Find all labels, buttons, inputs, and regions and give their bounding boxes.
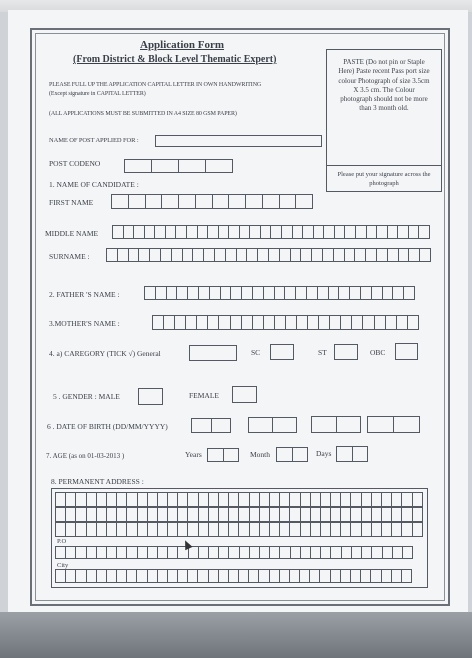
- age-label: 7. AGE (as on 01-03-2013 ): [46, 452, 125, 460]
- instruction-signature: (Except signature in CAPITAL LETTER): [49, 91, 146, 97]
- age-month-field[interactable]: [276, 447, 308, 462]
- category-label: 4. a) CAREGORY (TICK √) General: [49, 349, 161, 358]
- surname-label: SURNAME :: [49, 252, 90, 261]
- address-line-2[interactable]: [55, 507, 423, 522]
- age-month-label: Month: [250, 450, 271, 459]
- post-code-field[interactable]: [124, 159, 233, 173]
- gender-female-checkbox[interactable]: [232, 386, 257, 403]
- surname-field[interactable]: [106, 248, 431, 262]
- instruction-capital-letters: PLEASE FULL UP THE APPLICATION CAPITAL LETTER IN OWN HANDWRITING: [49, 82, 262, 88]
- gender-female-label: FEMALE: [189, 391, 219, 400]
- address-label: 8. PERMANENT ADDRESS :: [51, 477, 144, 486]
- age-years-label: Years: [185, 450, 202, 459]
- post-applied-label: NAME OF POST APPLIED FOR :: [49, 137, 139, 144]
- first-name-label: FIRST NAME: [49, 198, 94, 207]
- middle-name-field[interactable]: [112, 225, 430, 239]
- form-title: Application Form: [140, 39, 225, 51]
- address-po-field[interactable]: [55, 546, 413, 559]
- mother-name-label: 3.MOTHER'S NAME :: [49, 319, 120, 328]
- father-name-field[interactable]: [144, 286, 415, 300]
- photo-signature-note: Please put your signature across the photograph: [337, 171, 431, 187]
- dob-label: 6 . DATE OF BIRTH (DD/MM/YYYY): [47, 422, 168, 431]
- address-line-3[interactable]: [55, 522, 423, 537]
- mother-name-field[interactable]: [152, 315, 419, 330]
- first-name-field[interactable]: [111, 194, 313, 209]
- photo-divider: [327, 165, 441, 166]
- category-sc-label: SC: [251, 348, 261, 357]
- address-line-1[interactable]: [55, 492, 423, 507]
- dob-month-field[interactable]: [248, 417, 297, 433]
- middle-name-label: MIDDLE NAME: [45, 229, 99, 238]
- category-st-label: ST: [318, 348, 327, 357]
- candidate-name-label: 1. NAME OF CANDIDATE :: [49, 180, 139, 189]
- address-city-field[interactable]: [55, 569, 412, 583]
- address-city-label: City: [57, 562, 69, 569]
- age-days-label: Days: [316, 449, 332, 458]
- father-name-label: 2. FATHER 'S NAME :: [49, 290, 120, 299]
- dob-year-2-field[interactable]: [367, 416, 420, 433]
- photo-box: [326, 49, 442, 192]
- photo-instructions: PASTE (Do not pin or Staple Here) Paste recent Pass port size colour Photograph of size 3.5cm X 3.5 cm. The Colour photograph should not be more than 3 month old.: [338, 58, 430, 113]
- post-code-label: POST CODENO: [49, 159, 101, 168]
- form-subtitle: (From District & Block Level Thematic Expert): [73, 54, 277, 65]
- post-applied-field[interactable]: [155, 135, 322, 147]
- category-st-checkbox[interactable]: [334, 344, 358, 360]
- gender-male-checkbox[interactable]: [138, 388, 163, 405]
- category-sc-checkbox[interactable]: [270, 344, 294, 360]
- dob-year-1-field[interactable]: [311, 416, 361, 433]
- instruction-a4-paper: (ALL APPLICATIONS MUST BE SUBMITTED IN A4 SIZE 80 GSM PAPER): [49, 111, 237, 117]
- gender-label: 5 . GENDER : MALE: [53, 392, 120, 401]
- category-obc-checkbox[interactable]: [395, 343, 418, 360]
- category-obc-label: OBC: [370, 348, 386, 357]
- age-days-field[interactable]: [336, 446, 368, 462]
- address-po-label: P.O: [57, 538, 67, 545]
- dob-day-field[interactable]: [191, 418, 231, 433]
- age-years-field[interactable]: [207, 448, 239, 462]
- screen-bottom-bezel: [0, 612, 472, 658]
- category-general-checkbox[interactable]: [189, 345, 237, 361]
